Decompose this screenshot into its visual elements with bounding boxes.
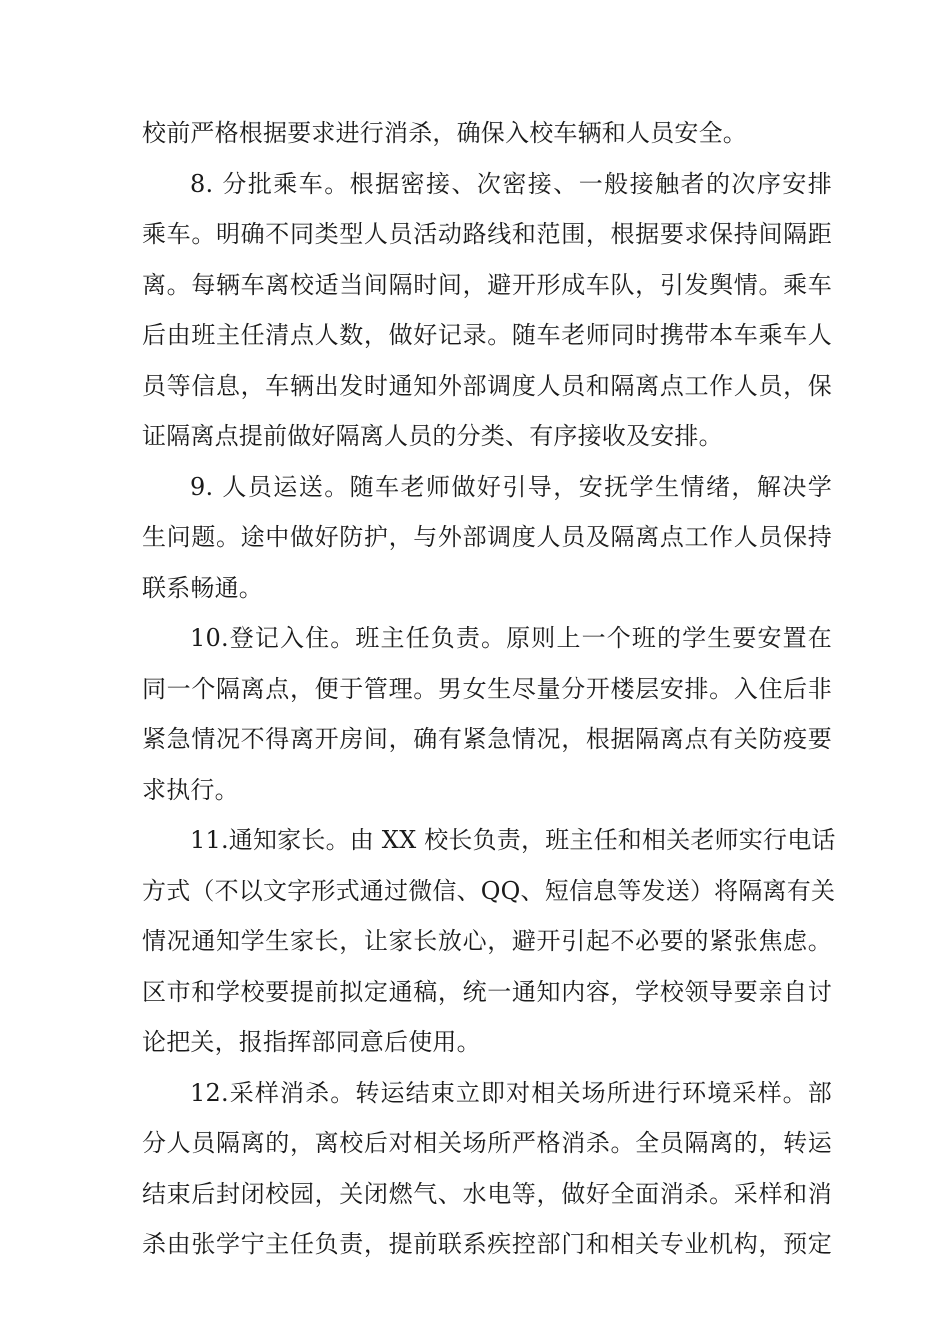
text-line: 离。每辆车离校适当间隔时间，避开形成车队，引发舆情。乘车 <box>142 270 832 299</box>
text-line: 联系畅通。 <box>142 573 263 602</box>
text-line: 后由班主任清点人数，做好记录。随车老师同时携带本车乘车人 <box>142 321 832 349</box>
paragraph-item-8 <box>142 159 832 462</box>
paragraph-item-9 <box>142 462 832 614</box>
text-line: 证隔离点提前做好隔离人员的分类、有序接收及安排。 <box>142 422 723 450</box>
document-body <box>142 108 836 1270</box>
text-line: 8. 分批乘车。根据密接、次密接、一般接触者的次序安排 <box>190 169 832 198</box>
text-line: 情况通知学生家长，让家长放心，避开引起不必要的紧张焦虑。 <box>142 927 832 955</box>
text-line: 同一个隔离点，便于管理。男女生尽量分开楼层安排。入住后非 <box>142 674 832 703</box>
text-line: 校前严格根据要求进行消杀，确保入校车辆和人员安全。 <box>142 119 747 147</box>
text-line: 12.采样消杀。转运结束立即对相关场所进行环境采样。部 <box>190 1078 832 1107</box>
text-line: 求执行。 <box>142 775 239 804</box>
text-line: 11.通知家长。由 XX 校长负责，班主任和相关老师实行电话 <box>190 826 836 854</box>
paragraph-continuation <box>142 108 832 159</box>
text-line: 区市和学校要提前拟定通稿，统一通知内容，学校领导要亲自讨 <box>142 977 832 1006</box>
text-line: 紧急情况不得离开房间，确有紧急情况，根据隔离点有关防疫要 <box>142 725 832 753</box>
text-line: 生问题。途中做好防护，与外部调度人员及隔离点工作人员保持 <box>142 523 832 551</box>
paragraph-item-12 <box>142 1068 832 1270</box>
text-line: 员等信息，车辆出发时通知外部调度人员和隔离点工作人员，保 <box>142 371 832 400</box>
text-line: 结束后封闭校园，关闭燃气、水电等，做好全面消杀。采样和消 <box>142 1179 832 1208</box>
text-line: 乘车。明确不同类型人员活动路线和范围，根据要求保持间隔距 <box>142 220 832 248</box>
text-line: 论把关，报指挥部同意后使用。 <box>142 1028 481 1056</box>
text-line: 9. 人员运送。随车老师做好引导，安抚学生情绪，解决学 <box>190 472 832 501</box>
paragraph-item-11 <box>142 815 836 1068</box>
text-line: 分人员隔离的，离校后对相关场所严格消杀。全员隔离的，转运 <box>142 1129 832 1157</box>
text-line: 杀由张学宁主任负责，提前联系疾控部门和相关专业机构，预定 <box>142 1230 832 1258</box>
text-line: 10.登记入住。班主任负责。原则上一个班的学生要安置在 <box>190 624 832 652</box>
text-line: 方式（不以文字形式通过微信、QQ、短信息等发送）将隔离有关 <box>142 876 836 905</box>
paragraph-item-10 <box>142 613 832 815</box>
